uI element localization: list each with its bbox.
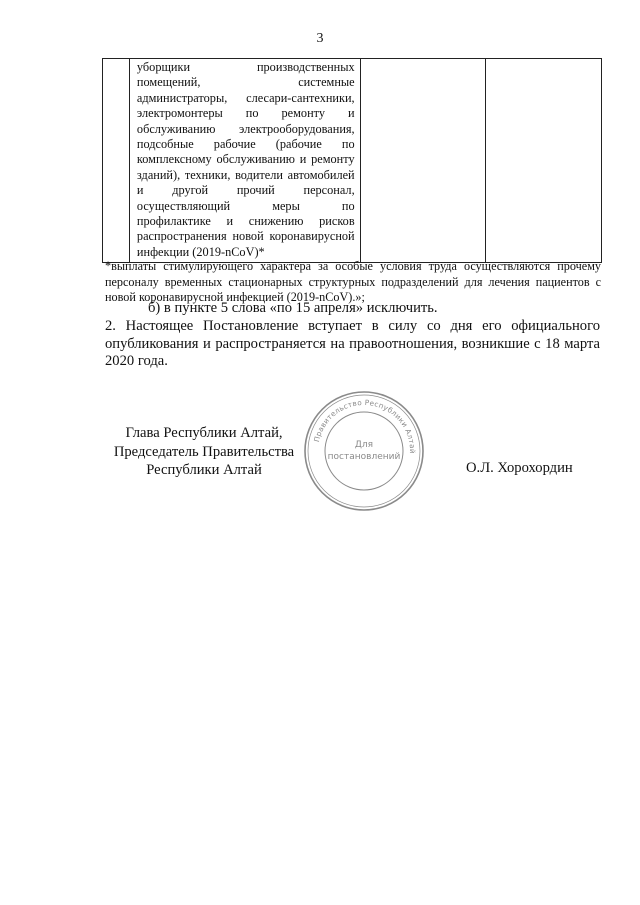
signatory-title [104,424,304,480]
table-row [103,59,602,263]
cell-line: подсобные рабочие (рабочие по [136,137,355,152]
cell-line: инфекции (2019-nCoV)* [136,244,265,259]
cell-line: комплексному обслуживанию и ремонту [136,152,355,167]
cell-line: обслуживанию электрооборудования, [136,121,355,136]
staff-table [102,58,602,263]
official-seal [302,389,426,513]
signatory-title-line: Председатель Правительства [113,443,295,460]
table-cell-empty [360,59,486,263]
signatory-title-line: Глава Республики Алтай, [125,425,283,441]
cell-line: администраторы, слесари-сантехники, [136,90,355,105]
cell-line: осуществляющий меры по [136,198,355,213]
table-cell-number [103,59,130,263]
paragraph-2: 2. Настоящее Постановление вступает в силу со дня его официального опубликования и распространяется на правоотношения, возникшие с 18 марта 2020 года. [105,318,600,369]
cell-line: зданий), техники, водители автомобилей [136,167,355,182]
cell-line: помещений, системные [136,75,355,90]
table-cell-staff-list [129,59,360,263]
cell-line: электромонтеры по ремонту и [136,106,355,121]
table-cell-empty [486,59,602,263]
signatory-name: О.Л. Хорохордин [466,460,573,476]
cell-line: профилактике и снижению рисков [136,214,355,229]
signatory-title-line: Республики Алтай [146,462,262,478]
cell-line: и другой прочий персонал, [136,183,355,198]
page-number: 3 [316,31,324,46]
footnote: *выплаты стимулирующего характера за особые условия труда осуществляются прочему персоналу временных стационарных структурных подразделений для лечения пациентов с новой коронавирусной инфекцией (2019-nCoV).»; [105,259,601,304]
seal-inner-text: Для [354,440,374,450]
paragraph-b: б) в пункте 5 слова «по 15 апреля» исключить. [148,300,438,316]
seal-outer-text: Правительство Республики Алтай [311,397,418,454]
cell-line: уборщики производственных [136,60,355,74]
seal-inner-text: постановлений [327,452,401,462]
cell-line: распространения новой коронавирусной [136,229,355,244]
